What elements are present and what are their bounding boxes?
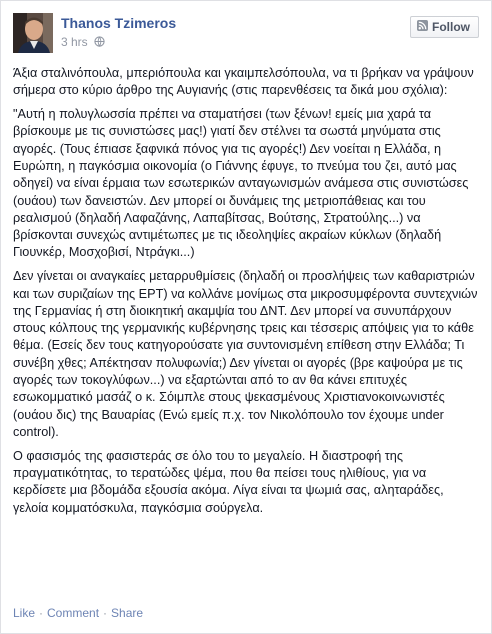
action-separator: · <box>39 606 44 620</box>
post-paragraph: Δεν γίνεται οι αναγκαίες μεταρρυθμίσεις (δηλαδή οι προσλήψεις των καθαριστριών και των συριζαίων της ΕΡΤ) να κολλάνε μονίμως στα μικροσυμφέροντα συντεχνιών της Γερμανίας ή στη διοικητική ακαμψία του ΔΝΤ. Δεν μπορεί να συνυπάρχουν στους κόλπους της γερμανικής κυβέρνησης τρεις και τέσσερις απόψεις για το κάθε θέμα. (Εσείς δεν τους κατηγορούσατε για συντονισμένη επίθεση στην Ελλάδα; Τι συνέβη χθες; Απέκτησαν πολυφωνία;) Δεν γίνεται οι αγορές (βρε καψούρα με τις αγορές των τοκογλύφων...) να εξαρτώνται από το αν θα κάνει επιτυχές εσωκομματικό μασάζ ο κ. Σόιμπλε στους ψεκασμένους Χριστιανοκοινωνιστές (ουάου δις) της Βαυαρίας (Ενώ εμείς π.χ. τον Νικολόπουλο τον έχουμε under control). <box>13 269 478 439</box>
author-name[interactable]: Thanos Tzimeros <box>61 15 177 31</box>
follow-button[interactable] <box>410 16 479 38</box>
avatar[interactable] <box>13 13 53 53</box>
post-timestamp[interactable]: 3 hrs <box>61 35 88 49</box>
post-body <box>13 65 481 523</box>
post-paragraph: Άξια σταλινόπουλα, μπεριόπουλα και γκαιμπελσόπουλα, να τι βρήκαν να γράψουν σήμερα στο κύριο άρθρο της Αυγιανής (στις παρενθέσεις τα δικά μου σχόλια): <box>13 66 474 98</box>
post-actions <box>13 606 143 620</box>
post-paragraph: Ο φασισμός της φασιστεράς σε όλο του το μεγαλείο. Η διαστροφή της πραγματικότητας, το τερατώδες ψέμα, που θα πείσει τους ηλιθίους, για να κερδίσετε μια βδομάδα εξουσία ακόμα. Λίγα είναι τα ψωμιά σας, αληταράδες, γελοία κομματόσκυλα, παγκόσμια σούργελα. <box>13 448 444 515</box>
follow-label: Follow <box>432 20 470 34</box>
rss-icon <box>417 20 428 34</box>
share-link[interactable]: Share <box>111 606 144 620</box>
post-meta <box>61 35 105 50</box>
post-paragraph: "Αυτή η πολυγλωσσία πρέπει να σταματήσει (των ξένων! εμείς μια χαρά τα βρίσκουμε με τις συνιστώσες μας!) γιατί δεν στέλνει τα σωστά μηνύματα στις αγορές. (Τους έπιασε ξαφνικά πόνος για τις αγορές!) Δεν νοείται η Ελλάδα, η Ευρώπη, η παγκόσμια οικονομία (ο Γιάννης έφυγε, το πνεύμα του ζει, αυτό μας οδηγεί) να είναι έρμαια των εσωτερικών ανταγωνισμών ανάμεσα στις συνιστώσες (ουάου) των δανειστών. Δεν μπορεί οι δυνάμεις της μετριοπάθειας και του ρεαλισμού (δηλαδή Λαφαζάνης, Λαπαβίτσας, Βούτσης, Στρατούλης...) να βρίσκονται συνεχώς αντιμέτωπες με τις ιδεοληψίες ακραίων κύκλων (δηλαδή Γιουνκέρ, Μοσχοβισί, Ντράγκι...) <box>13 107 469 260</box>
public-globe-icon <box>94 36 105 50</box>
post-header <box>13 13 479 57</box>
action-separator: · <box>103 606 108 620</box>
comment-link[interactable]: Comment <box>47 606 100 620</box>
avatar-photo <box>13 13 53 53</box>
like-link[interactable]: Like <box>13 606 36 620</box>
